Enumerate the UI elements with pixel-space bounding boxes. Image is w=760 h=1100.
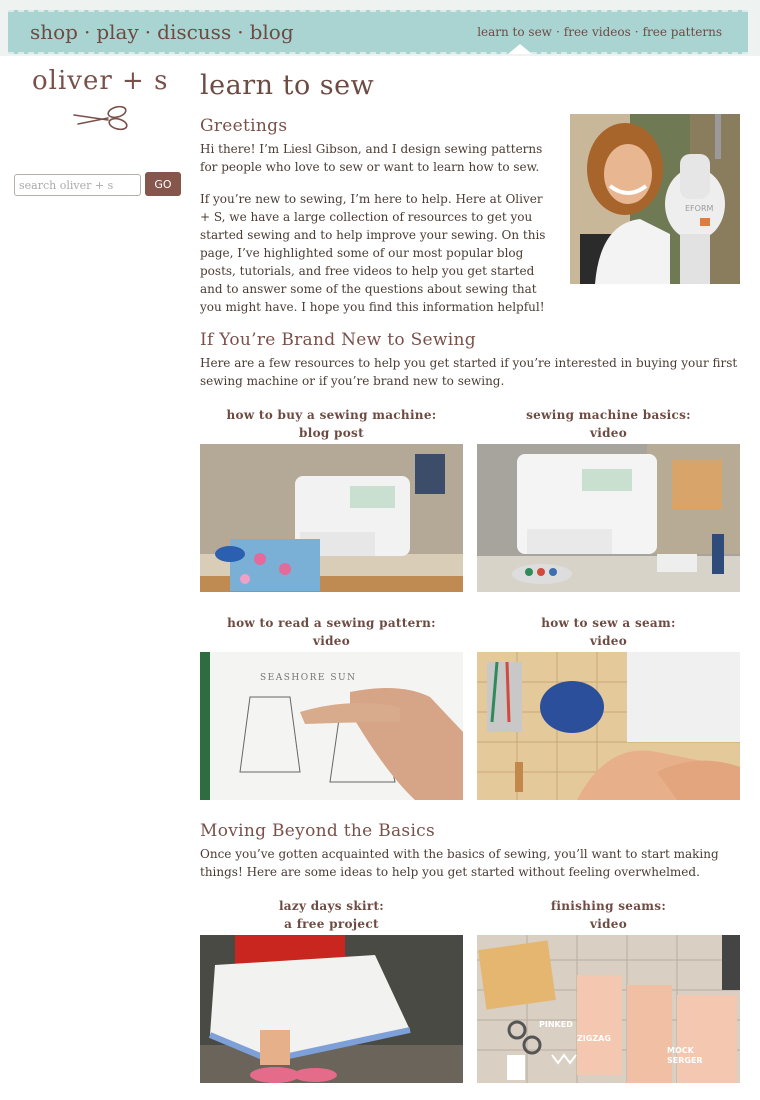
brand-new-paragraph: Here are a few resources to help you get started if you’re interested in buying your first sewing machine or if you’re brand new to sewing. <box>200 356 738 388</box>
card-lazy-days-skirt[interactable] <box>200 897 463 1083</box>
subnav-free-videos[interactable]: free videos <box>563 25 631 39</box>
mannequin-brand-text: EFORM <box>685 204 714 213</box>
card-type: video <box>589 634 628 648</box>
greetings-paragraph-2: If you’re new to sewing, I’m here to help. Here at Oliver + S, we have a large collection of resources to get you started sewing and to help improve your sewing. On this page, I’ve highlighted some of our most popular blog posts, tutorials, and free videos to help you get started and to answer some of the questions about sewing that you might have. I hope you find this information helpful! <box>200 192 546 314</box>
sewing-pattern-photo[interactable] <box>200 652 463 800</box>
card-sew-a-seam[interactable] <box>477 614 740 800</box>
card-caption[interactable] <box>477 406 740 444</box>
subnav-separator: · <box>634 25 639 39</box>
site-logo[interactable]: oliver + s <box>32 66 169 96</box>
card-title: how to sew a seam: <box>541 616 676 630</box>
card-type: video <box>589 426 628 440</box>
nav-play[interactable]: play <box>96 20 139 44</box>
seam-label-serger: SERGER <box>667 1056 703 1065</box>
nav-separator: · <box>237 20 244 44</box>
nav-separator: · <box>144 20 152 44</box>
card-title: how to read a sewing pattern: <box>227 616 436 630</box>
page-title: learn to sew <box>200 70 375 101</box>
subnav-learn-to-sew[interactable]: learn to sew <box>477 25 552 39</box>
search-input[interactable] <box>14 174 141 196</box>
card-title: how to buy a sewing machine: <box>226 408 437 422</box>
subnav-separator: · <box>555 25 560 39</box>
nav-separator: · <box>84 20 91 44</box>
card-caption[interactable] <box>200 614 463 652</box>
card-caption[interactable] <box>477 614 740 652</box>
pattern-title-text: SEASHORE SUN <box>260 673 357 683</box>
card-title: finishing seams: <box>550 899 667 913</box>
seam-label-mock: MOCK <box>667 1046 694 1055</box>
sewing-seam-photo[interactable] <box>477 652 740 800</box>
lazy-days-skirt-photo[interactable] <box>200 935 463 1083</box>
beyond-basics-heading: Moving Beyond the Basics <box>200 821 436 841</box>
card-caption[interactable] <box>477 897 740 935</box>
sewing-machine-photo[interactable] <box>200 444 463 592</box>
search-go-button[interactable]: GO <box>145 172 181 196</box>
nav-shop[interactable]: shop <box>30 20 78 44</box>
card-type: blog post <box>299 426 364 440</box>
card-read-sewing-pattern[interactable] <box>200 614 463 800</box>
brand-new-heading: If You’re Brand New to Sewing <box>200 330 476 350</box>
card-finishing-seams[interactable] <box>477 897 740 1083</box>
subnav-free-patterns[interactable]: free patterns <box>642 25 722 39</box>
nav-band <box>8 10 748 54</box>
card-caption[interactable] <box>200 897 463 935</box>
card-type: video <box>312 634 351 648</box>
beyond-basics-paragraph: Once you’ve gotten acquainted with the basics of sewing, you’ll want to start making things! Here are some ideas to help you get started without feeling overwhelmed. <box>200 847 719 879</box>
main-nav <box>30 20 294 44</box>
scissors-icon <box>72 102 132 132</box>
sewing-machine-basics-photo[interactable] <box>477 444 740 592</box>
card-buy-sewing-machine[interactable] <box>200 406 463 592</box>
card-type: a free project <box>284 917 379 931</box>
card-caption[interactable] <box>200 406 463 444</box>
card-title: sewing machine basics: <box>526 408 691 422</box>
author-portrait-image <box>570 114 740 284</box>
seam-label-pinked: PINKED <box>539 1020 573 1029</box>
sub-nav <box>477 25 722 39</box>
greetings-paragraph-1: Hi there! I’m Liesl Gibson, and I design sewing patterns for people who love to sew or want to learn how to sew. <box>200 142 543 174</box>
top-bar <box>0 0 760 56</box>
card-type: video <box>589 917 628 931</box>
seam-label-zigzag: ZIGZAG <box>577 1034 611 1043</box>
card-sewing-machine-basics[interactable] <box>477 406 740 592</box>
active-nav-pointer <box>508 44 532 54</box>
nav-discuss[interactable]: discuss <box>157 20 232 44</box>
nav-blog[interactable]: blog <box>249 20 294 44</box>
card-title: lazy days skirt: <box>278 899 385 913</box>
finishing-seams-photo[interactable] <box>477 935 740 1083</box>
greetings-heading: Greetings <box>200 116 288 136</box>
